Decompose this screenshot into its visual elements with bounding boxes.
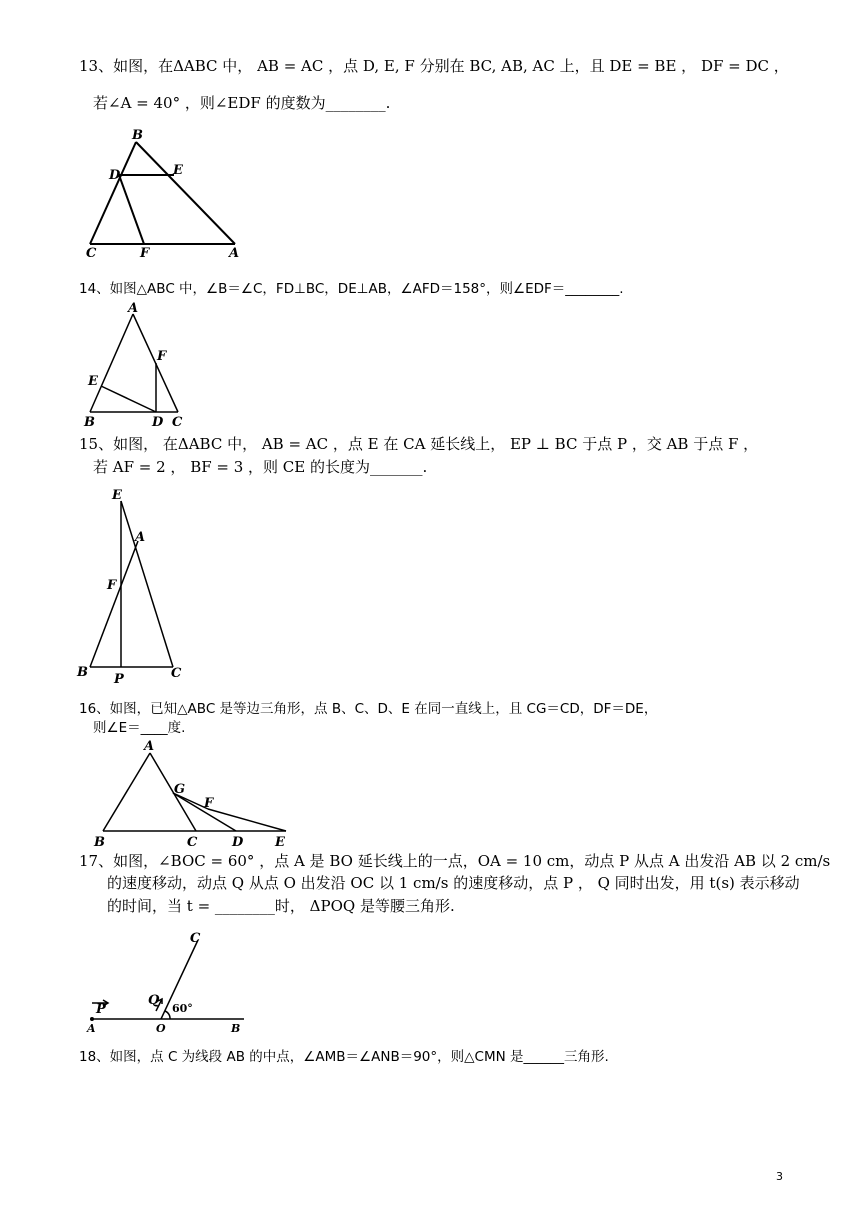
- q16-label-b: B: [94, 835, 105, 850]
- q16-text-line2: 则∠E＝____度.: [93, 720, 186, 736]
- q17-label-a: A: [87, 1022, 96, 1035]
- q15-label-e: E: [112, 488, 122, 503]
- q15-label-a: A: [135, 530, 146, 545]
- q17-text-line3: 的时间，当 t = ________时， ΔPOQ 是等腰三角形.: [107, 897, 455, 915]
- q17-label-p: P: [96, 1002, 106, 1017]
- q15-text-line1: 15、如图， 在ΔABC 中， AB = AC ，点 E 在 CA 延长线上， EP ⊥ BC 于点 P ，交 AB 于点 F ，: [79, 435, 759, 453]
- q17-label-c: C: [190, 931, 201, 946]
- q17-label-angle: 60°: [172, 1002, 193, 1015]
- q14-label-c: C: [172, 415, 183, 430]
- q14-figure: [82, 300, 192, 430]
- q13-label-a: A: [229, 246, 240, 260]
- q13-label-f: F: [140, 246, 150, 260]
- q15-figure: [72, 485, 192, 685]
- q16-text-line1: 16、如图，已知△ABC 是等边三角形，点 B、C、D、E 在同一直线上，且 CG＝CD，DF＝DE，: [79, 701, 658, 717]
- q17-label-b: B: [231, 1022, 241, 1035]
- q17-label-q: Q: [148, 993, 160, 1008]
- q14-label-b: B: [84, 415, 95, 430]
- q15-label-f: F: [107, 578, 117, 593]
- q16-label-e: E: [275, 835, 285, 850]
- q13-label-e: E: [173, 163, 183, 178]
- q13-text-line1: 13、如图，在ΔABC 中， AB = AC ，点 D, E, F 分别在 BC, AB, AC 上，且 DE = BE ， DF = DC ，: [79, 57, 789, 75]
- q16-label-d: D: [232, 835, 244, 850]
- q15-label-c: C: [171, 666, 182, 681]
- q17-figure: [84, 925, 254, 1035]
- q16-figure: [88, 738, 298, 850]
- q13-figure: [82, 125, 252, 260]
- q13-label-d: D: [109, 168, 121, 183]
- q14-label-a: A: [128, 301, 139, 316]
- q16-label-a: A: [144, 739, 155, 754]
- q16-label-f: F: [204, 796, 214, 811]
- q13-text-line2: 若∠A = 40° ，则∠EDF 的度数为________.: [93, 94, 391, 112]
- q17-text-line1: 17、如图，∠BOC = 60° ，点 A 是 BO 延长线上的一点，OA = 10 cm，动点 P 从点 A 出发沿 AB 以 2 cm/s: [79, 852, 831, 870]
- q16-label-g: G: [174, 782, 186, 797]
- q15-label-b: B: [77, 665, 88, 680]
- q17-text-line2: 的速度移动，动点 Q 从点 O 出发沿 OC 以 1 cm/s 的速度移动，点 P ， Q 同时出发，用 t(s) 表示移动: [107, 874, 800, 892]
- q13-label-b: B: [132, 128, 143, 143]
- q17-label-o: O: [156, 1022, 166, 1035]
- q14-label-e: E: [88, 374, 98, 389]
- page-number: 3: [776, 1170, 783, 1183]
- q14-label-d: D: [152, 415, 164, 430]
- q18-text-line1: 18、如图，点 C 为线段 AB 的中点，∠AMB＝∠ANB＝90°，则△CMN 是______三角形.: [79, 1049, 609, 1065]
- q13-label-c: C: [86, 246, 97, 260]
- q14-text-line1: 14、如图△ABC 中，∠B＝∠C，FD⊥BC，DE⊥AB，∠AFD＝158°，则∠EDF＝________.: [79, 281, 624, 297]
- q15-text-line2: 若 AF = 2 ， BF = 3 ，则 CE 的长度为_______.: [93, 458, 428, 476]
- q14-label-f: F: [157, 349, 167, 364]
- q15-label-p: P: [114, 672, 124, 685]
- q16-label-c: C: [187, 835, 198, 850]
